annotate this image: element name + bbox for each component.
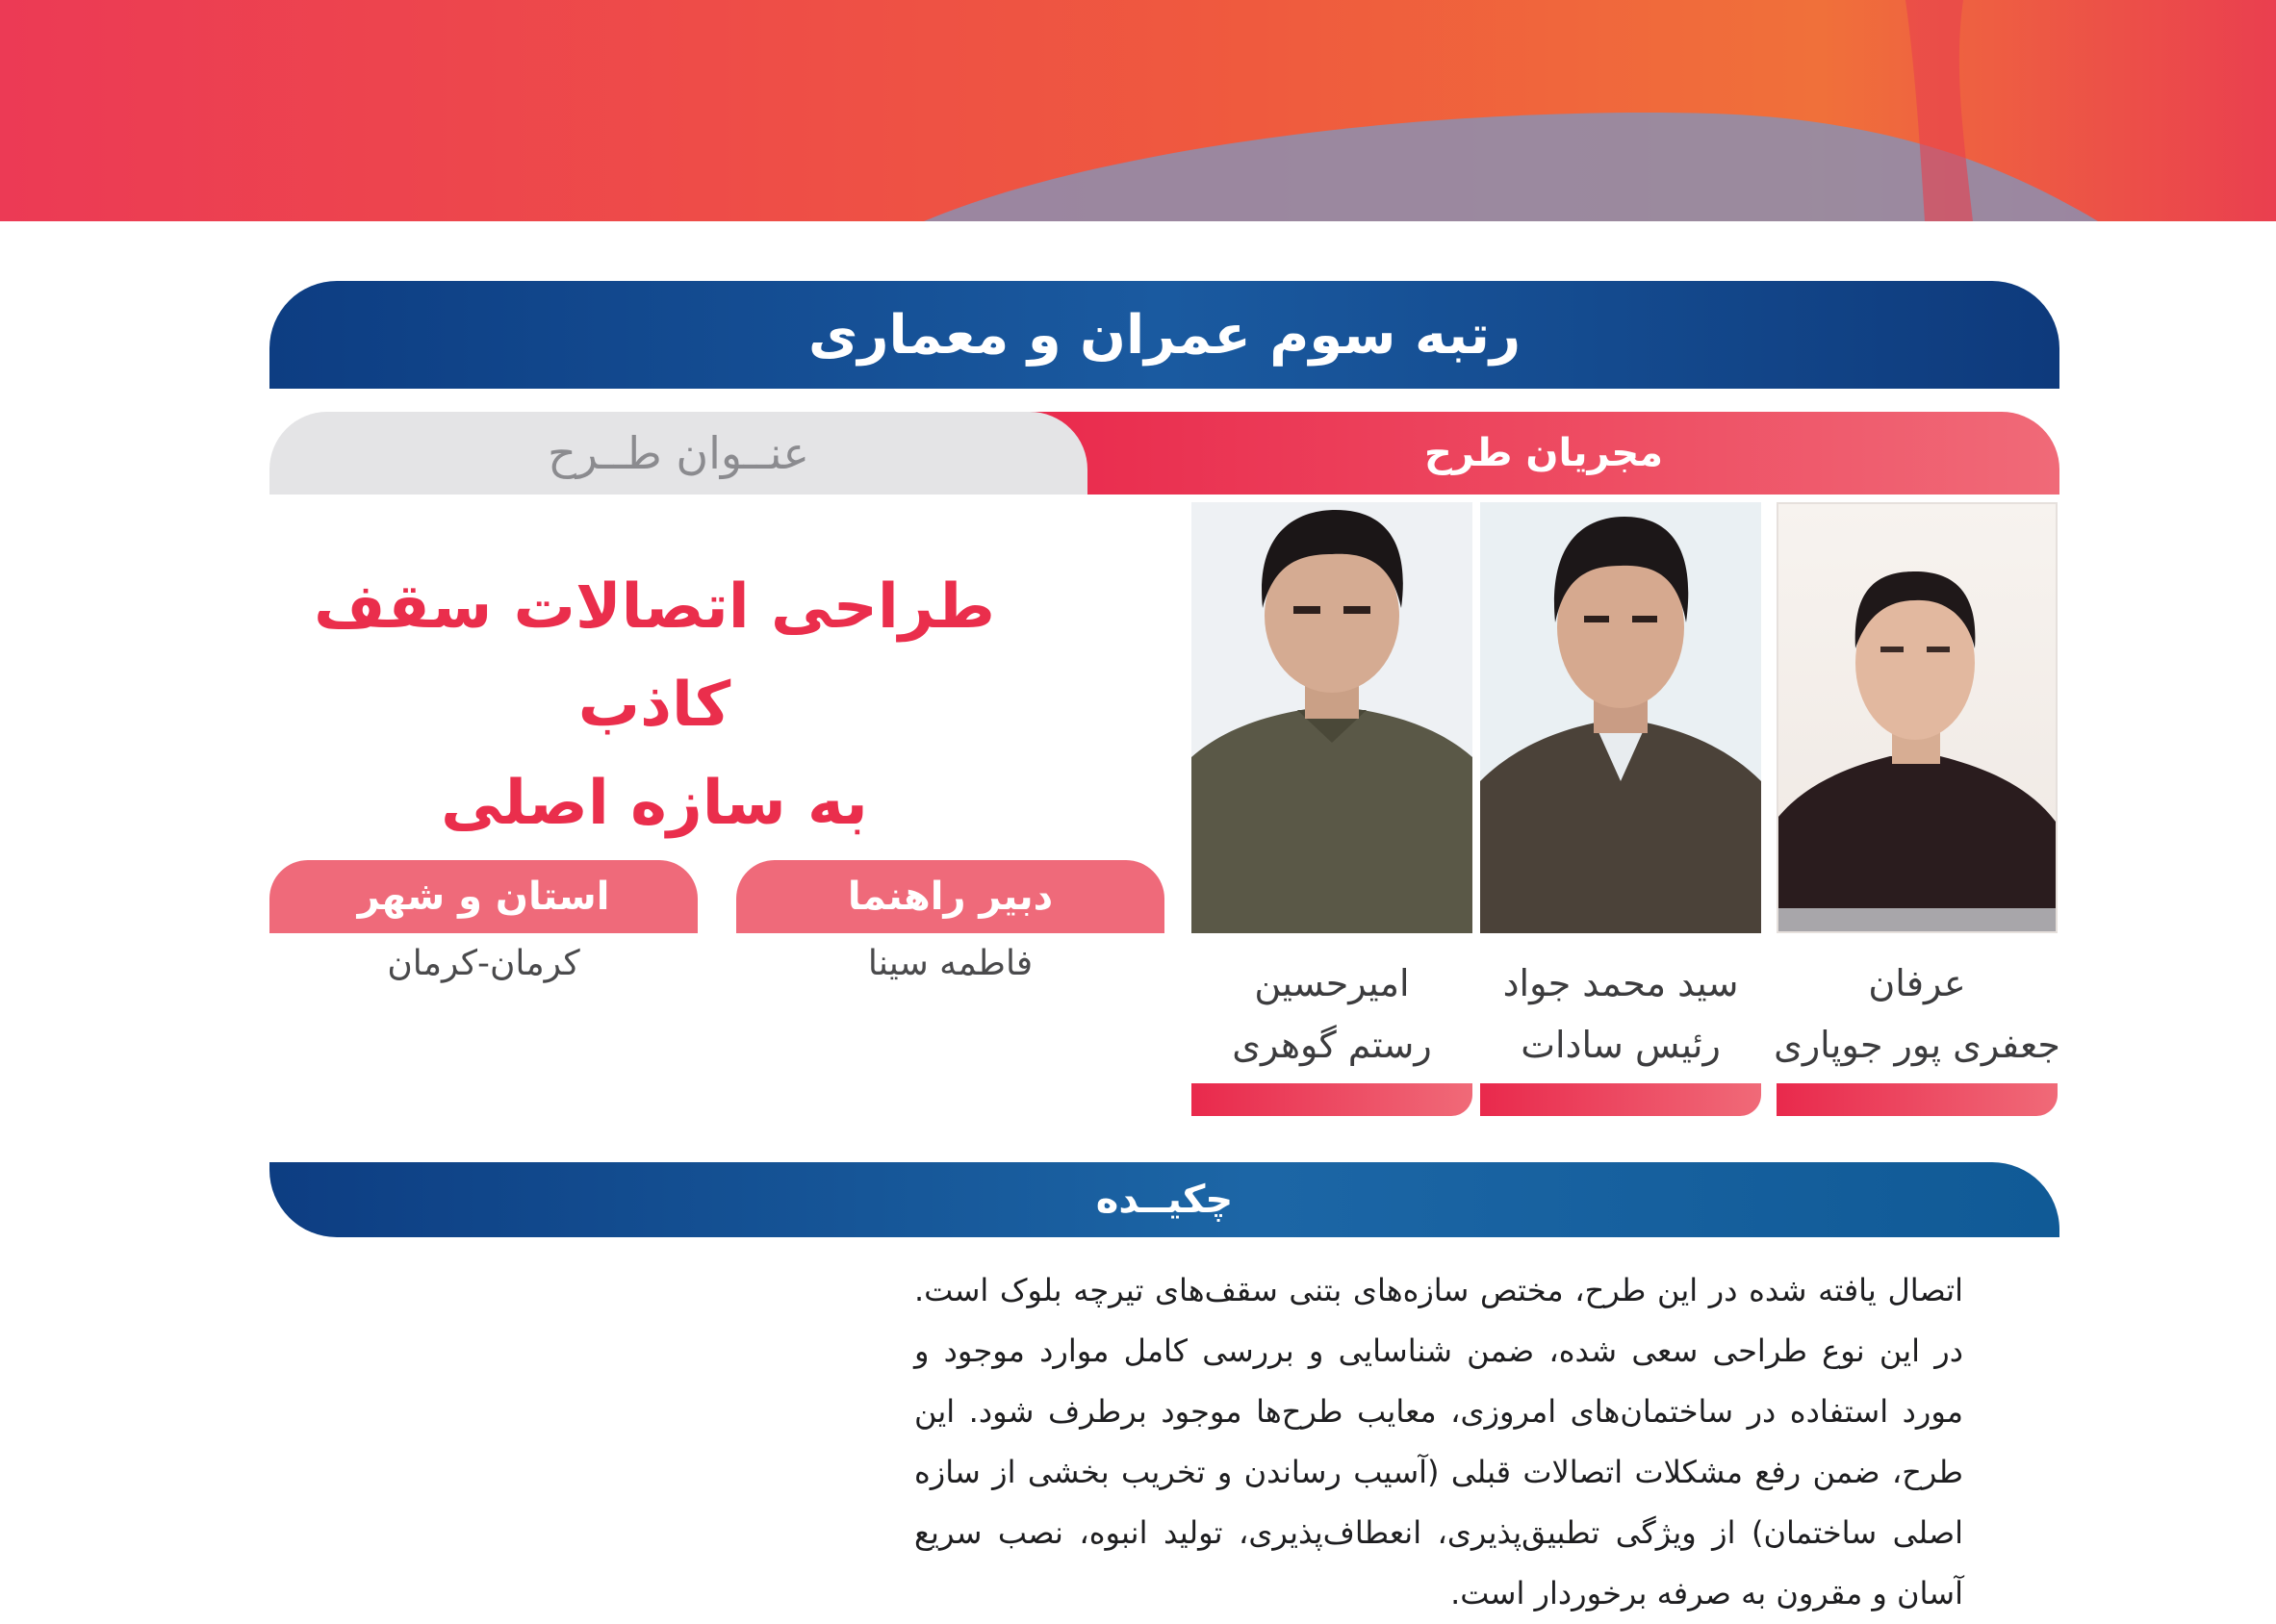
project-title-label: عنــوان طــرح [548, 427, 809, 479]
location-label: استان و شهر [357, 875, 610, 919]
member-1-first-name: عرفان [1868, 962, 1966, 1004]
top-banner [0, 0, 2276, 221]
member-3-accent-bar [1191, 1083, 1472, 1116]
location-value: کرمان-کرمان [387, 944, 580, 983]
member-photo-3 [1191, 502, 1472, 933]
advisor-label: دبیر راهنما [847, 875, 1054, 919]
abstract-body [914, 1260, 1963, 1624]
abstract-text: اتصال یافته شده در این طرح، مختص سازه‌های بتنی سقف‌های تیرچه بلوک است. در این نوع طراحی سعی شده، ضمن شناسایی و بررسی کامل موارد موجود و مورد استفاده در ساختمان‌های امروزی، معایب طرح‌ها موجود برطرف شود. این طرح، ضمن رفع مشکلات اتصالات قبلی (آسیب رساندن و تخریب بخشی از سازه اصلی ساختمان) از ویژگی تطبیق‌پذیری، انعطاف‌پذیری، تولید انبوه، نصب سریع آسان و مقرون به صرفه برخوردار است. [914, 1272, 1963, 1611]
member-3-last-name: رستم گوهری [1232, 1024, 1432, 1066]
member-photo-2 [1480, 502, 1761, 933]
project-title-header [269, 412, 1087, 495]
member-3-first-name: امیرحسین [1254, 962, 1410, 1004]
advisor-value: فاطمه سینا [867, 944, 1034, 983]
member-1-accent-bar [1777, 1083, 2058, 1116]
award-title-bar [269, 281, 2059, 389]
banner-waves [0, 0, 2276, 221]
advisor-label-pill [736, 860, 1164, 933]
member-name-2 [1476, 952, 1765, 1076]
location-label-pill [269, 860, 698, 933]
project-title-line-2: به سازه اصلی [441, 768, 868, 839]
abstract-label: چکیــده [1095, 1178, 1234, 1222]
project-title [289, 558, 1020, 852]
member-photo-1 [1777, 502, 2058, 933]
member-2-accent-bar [1480, 1083, 1761, 1116]
award-title: رتبه سوم عمران و معماری [807, 303, 1522, 367]
project-title-line-1: طراحی اتصالات سقف کاذب [314, 571, 995, 741]
member-name-3 [1188, 952, 1476, 1076]
member-2-last-name: رئیس سادات [1521, 1024, 1721, 1066]
member-name-1 [1773, 952, 2061, 1076]
contributors-label: مجریان طرح [1424, 431, 1663, 475]
member-1-last-name: جعفری پور جوپاری [1774, 1024, 2060, 1066]
member-2-first-name: سید محمد جواد [1502, 962, 1739, 1004]
contributors-header [1010, 412, 2059, 495]
portrait-1-image [1777, 504, 2056, 933]
portrait-2-image [1480, 502, 1761, 933]
abstract-header [269, 1162, 2059, 1237]
portrait-3-image [1191, 502, 1472, 933]
